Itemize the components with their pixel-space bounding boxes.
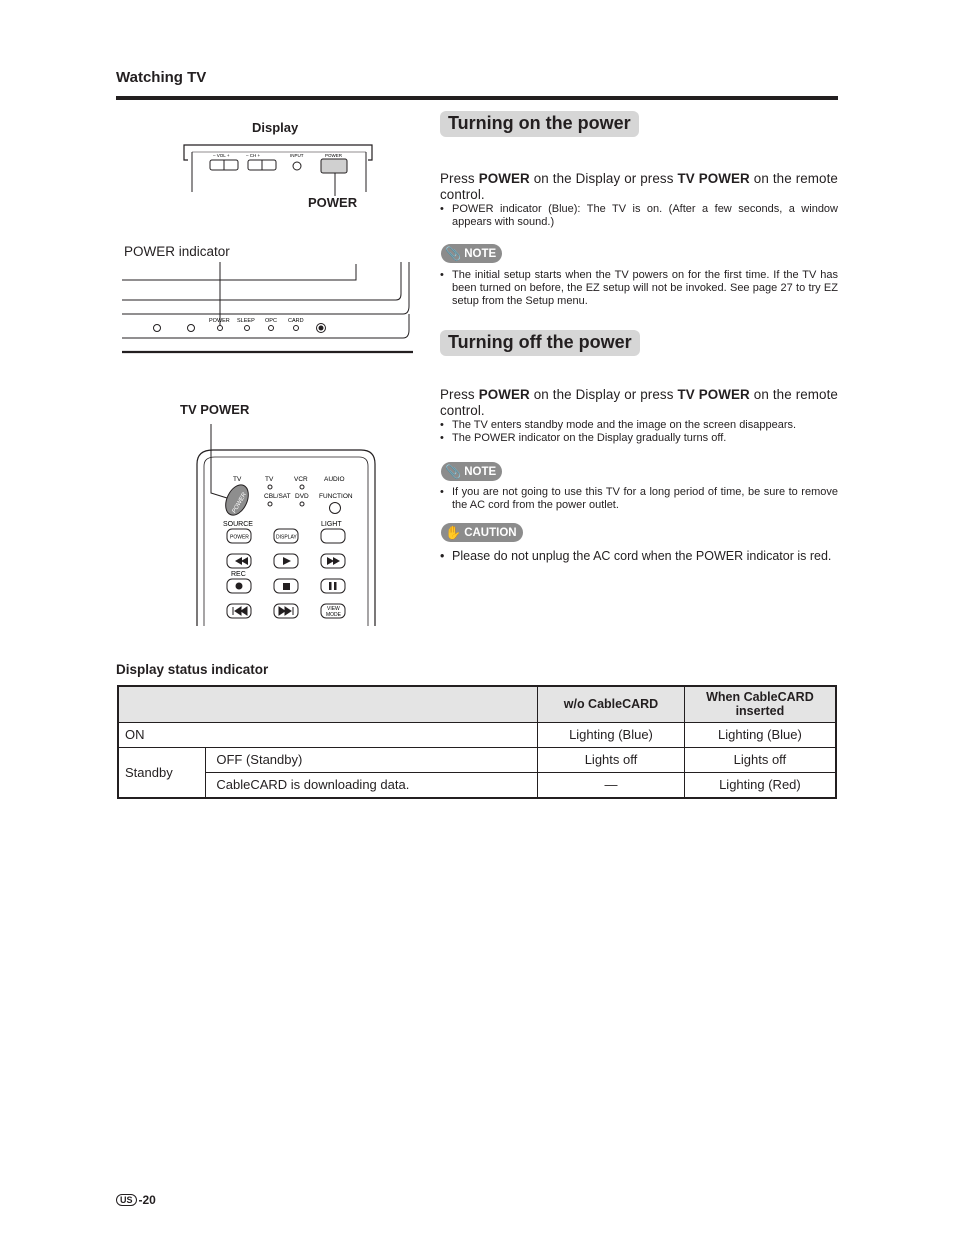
indicator-label-card: CARD xyxy=(288,318,304,324)
paperclip-icon: 📎 xyxy=(445,245,462,261)
table-header: w/o CableCARD xyxy=(538,686,685,722)
header-rule xyxy=(116,96,838,100)
note-badge-on: 📎 NOTE xyxy=(441,244,502,263)
table-cell: Lights off xyxy=(538,747,685,772)
panel-label-power: POWER xyxy=(325,153,343,158)
hand-icon: ✋ xyxy=(445,524,462,540)
remote-label-function: FUNCTION xyxy=(319,493,353,500)
power-indicator-label: POWER indicator xyxy=(124,244,230,259)
table-header: When CableCARD inserted xyxy=(684,686,836,722)
list-item: • POWER indicator (Blue): The TV is on. (After a few seconds, a window appears with sound.) xyxy=(440,203,838,229)
display-panel-illustration xyxy=(180,140,380,200)
turning-off-paragraph: Press POWER on the Display or press TV POWER on the remote control. xyxy=(440,387,838,418)
table-header-row xyxy=(118,686,836,722)
remote-label-audio: AUDIO xyxy=(324,476,345,483)
remote-power-key-label: POWER xyxy=(231,491,249,515)
turning-off-bullets xyxy=(440,419,838,445)
table-header-blank xyxy=(118,686,538,722)
remote-label-source: SOURCE xyxy=(223,521,253,528)
caution-list xyxy=(440,549,838,564)
table-row xyxy=(118,747,836,772)
tv-power-label: TV POWER xyxy=(180,402,250,417)
paperclip-icon: 📎 xyxy=(445,463,462,479)
table-cell: Standby xyxy=(118,747,206,798)
turning-off-heading: Turning off the power xyxy=(440,330,640,356)
indicator-label-sleep: SLEEP xyxy=(237,318,255,324)
indicator-label-opc: OPC xyxy=(265,318,277,324)
table-cell: OFF (Standby) xyxy=(206,747,538,772)
page-number: US -20 xyxy=(116,1193,156,1207)
list-item: • The TV enters standby mode and the image on the screen disappears. xyxy=(440,419,838,432)
table-row xyxy=(118,722,836,747)
table-cell: Lighting (Red) xyxy=(684,772,836,798)
list-item: • The POWER indicator on the Display gradually turns off. xyxy=(440,432,838,445)
table-cell: CableCARD is downloading data. xyxy=(206,772,538,798)
turning-on-note xyxy=(440,269,838,308)
section-title: Watching TV xyxy=(116,69,207,86)
remote-label-light: LIGHT xyxy=(321,521,342,528)
indicator-label-power: POWER xyxy=(209,318,230,324)
status-table-title: Display status indicator xyxy=(116,662,269,677)
power-button-label: POWER xyxy=(308,195,358,210)
indicator-panel-illustration xyxy=(118,258,418,356)
caution-badge: ✋ CAUTION xyxy=(441,523,523,542)
panel-label-input: INPUT xyxy=(290,153,304,158)
table-cell: Lighting (Blue) xyxy=(538,722,685,747)
note-badge-off: 📎 NOTE xyxy=(441,462,502,481)
remote-button-view: VIEW xyxy=(327,606,340,612)
table-cell: Lights off xyxy=(684,747,836,772)
turning-on-paragraph: Press POWER on the Display or press TV POWER on the remote control. xyxy=(440,171,838,202)
turning-on-heading: Turning on the power xyxy=(440,111,639,137)
remote-label-cblsat: CBL/SAT xyxy=(264,493,291,500)
remote-label-tv2: TV xyxy=(265,476,274,483)
panel-label-vol: – VOL + xyxy=(213,153,230,158)
list-item: • The initial setup starts when the TV powers on for the first time. If the TV has been turned on before, the EZ setup will not be invoked. See page 27 to try EZ setup from the Setup menu. xyxy=(440,269,838,308)
region-badge: US xyxy=(116,1194,137,1206)
remote-label-tv1: TV xyxy=(233,476,242,483)
remote-control-illustration xyxy=(185,418,385,628)
remote-label-vcr: VCR xyxy=(294,476,308,483)
remote-label-dvd: DVD xyxy=(295,493,309,500)
table-cell: ON xyxy=(118,722,538,747)
display-label: Display xyxy=(252,120,299,135)
turning-on-bullets xyxy=(440,203,838,229)
remote-button-mode: MODE xyxy=(326,612,341,618)
list-item: • Please do not unplug the AC cord when the POWER indicator is red. xyxy=(440,549,838,564)
list-item: • If you are not going to use this TV for a long period of time, be sure to remove the AC cord from the power outlet. xyxy=(440,486,838,512)
turning-off-note xyxy=(440,486,838,512)
remote-button-power: POWER xyxy=(230,534,249,541)
table-row xyxy=(118,772,836,798)
panel-label-ch: – CH + xyxy=(246,153,261,158)
remote-button-display: DISPLAY xyxy=(276,534,297,541)
table-cell: — xyxy=(538,772,685,798)
status-table xyxy=(117,685,837,799)
remote-label-rec: REC xyxy=(231,571,246,578)
table-cell: Lighting (Blue) xyxy=(684,722,836,747)
